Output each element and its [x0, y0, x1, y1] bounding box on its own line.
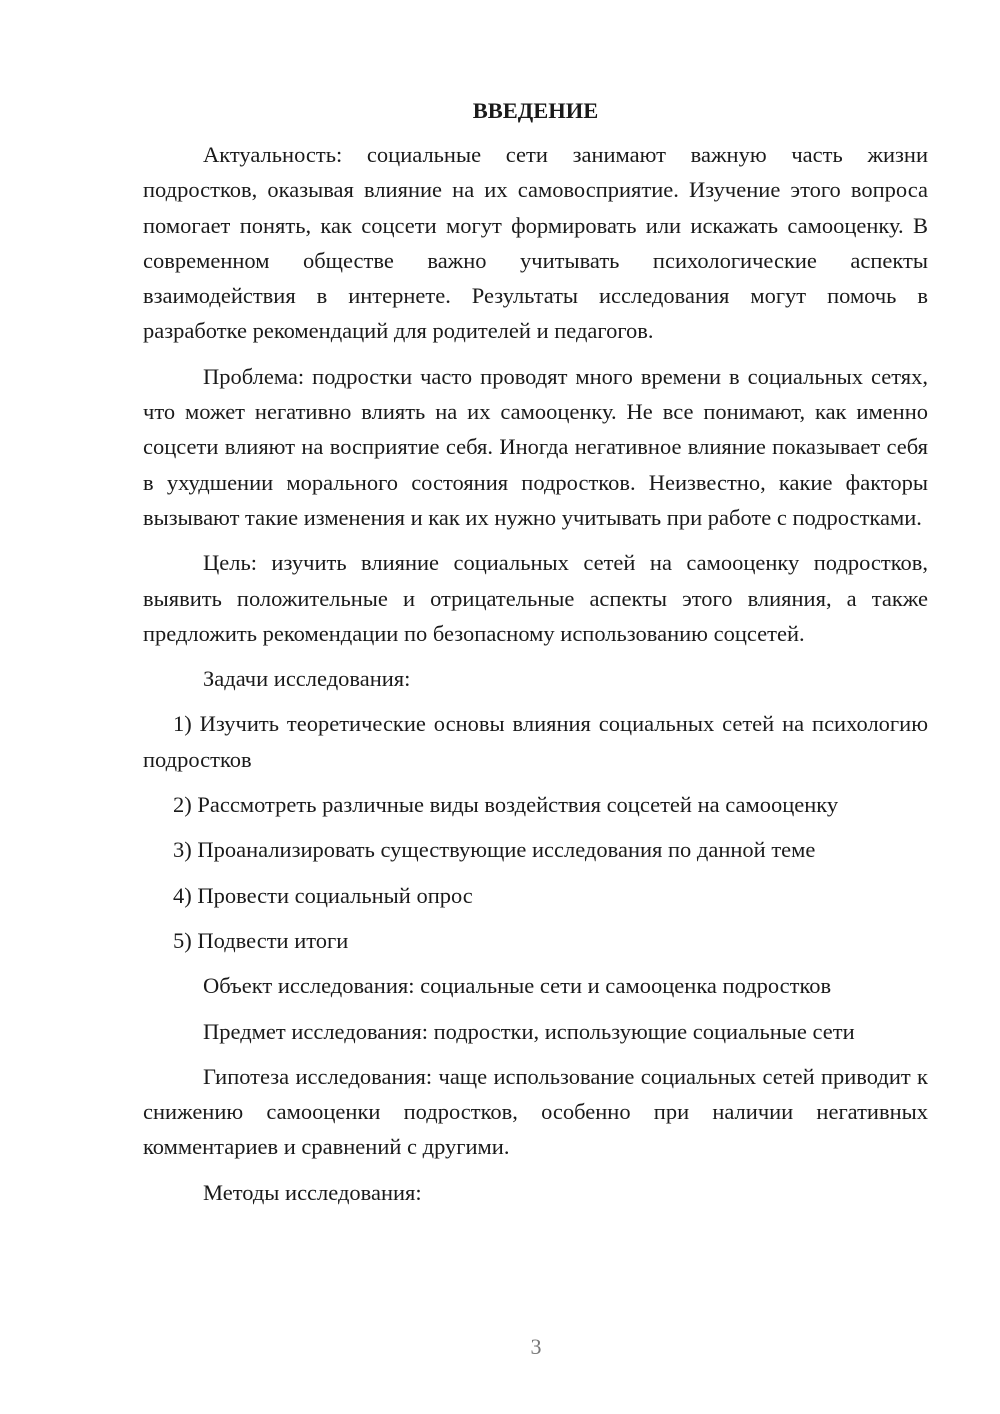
task-item-3: 3) Проанализировать существующие исследования по данной теме: [173, 837, 816, 863]
tasks-heading: Задачи исследования:: [203, 666, 411, 692]
task-item-1: 1) Изучить теоретические основы влияния социальных сетей на психологию подростков: [143, 711, 928, 772]
page-number: 3: [530, 1334, 542, 1359]
research-subject: Предмет исследования: подростки, использующие социальные сети: [203, 1018, 855, 1044]
page-title: ВВЕДЕНИЕ: [472, 98, 599, 123]
page-content: [143, 96, 928, 1220]
task-item-5: 5) Подвести итоги: [173, 927, 349, 953]
paragraph-goal: Цель: изучить влияние социальных сетей на самооценку подростков, выявить положительные и отрицательные аспекты этого влияния, а также предложить рекомендации по безопасному использованию соцсетей.: [143, 550, 928, 646]
paragraph-problem: Проблема: подростки часто проводят много времени в социальных сетях, что может негативно влиять на их самооценку. Не все понимают, как именно соцсети влияют на восприятие себя. Иногда негативное влияние показывает себя в ухудшении морального состояния подростков. Неизвестно, какие факторы вызывают такие изменения и как их нужно учитывать при работе с подростками.: [143, 363, 928, 530]
task-item-4: 4) Провести социальный опрос: [173, 882, 473, 908]
paragraph-relevance: Актуальность: социальные сети занимают важную часть жизни подростков, оказывая влияние на их самовосприятие. Изучение этого вопроса помогает понять, как соцсети могут формировать или искажать самооценку. В современном обществе важно учитывать психологические аспекты взаимодействия в интернете. Результаты исследования могут помочь в разработке рекомендаций для родителей и педагогов.: [143, 142, 928, 344]
research-object: Объект исследования: социальные сети и самооценка подростков: [203, 973, 832, 999]
research-hypothesis: Гипотеза исследования: чаще использование социальных сетей приводит к снижению самооценки подростков, особенно при наличии негативных комментариев и сравнений с другими.: [143, 1063, 928, 1160]
methods-heading: Методы исследования:: [203, 1179, 422, 1205]
task-item-2: 2) Рассмотреть различные виды воздействия соцсетей на самооценку: [173, 792, 839, 818]
